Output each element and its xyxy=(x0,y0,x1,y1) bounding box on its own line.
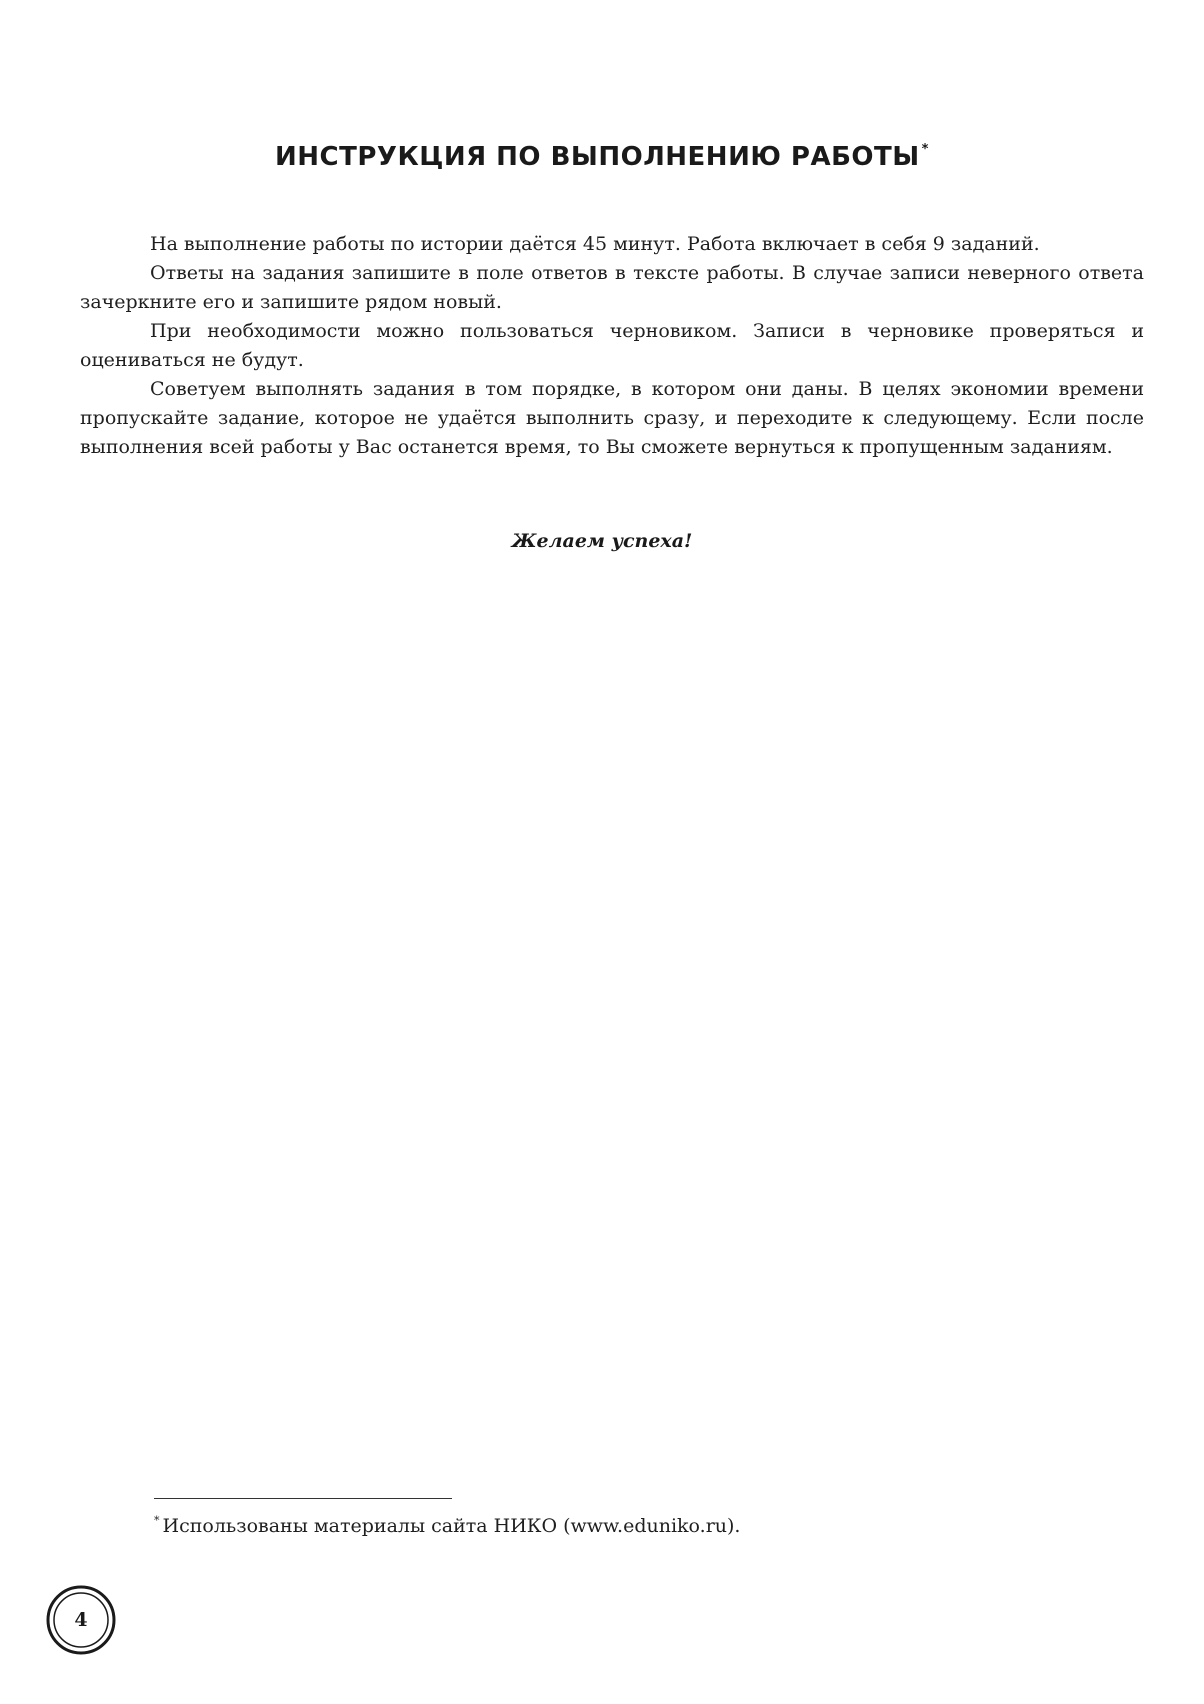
title-footnote-mark: * xyxy=(921,142,929,157)
page-title-text: ИНСТРУКЦИЯ ПО ВЫПОЛНЕНИЮ РАБОТЫ xyxy=(275,142,920,172)
footnote-mark: * xyxy=(154,1514,160,1527)
page-number-badge xyxy=(45,1584,117,1656)
footnote-divider xyxy=(154,1498,452,1499)
instruction-paragraph-answers: Ответы на задания запишите в поле ответов в тексте работы. В случае записи неверного ответа зачеркните его и запишите рядом новый. xyxy=(80,262,1144,313)
instruction-paragraph-draft: При необходимости можно пользоваться черновиком. Записи в черновике проверяться и оцениваться не будут. xyxy=(80,320,1144,371)
page-number: 4 xyxy=(74,1609,88,1631)
page-title xyxy=(0,142,1204,172)
instructions-body xyxy=(80,230,1144,462)
footnote-text: Использованы материалы сайта НИКО (www.eduniko.ru). xyxy=(162,1515,741,1537)
instruction-paragraph-order: Советуем выполнять задания в том порядке, в котором они даны. В целях экономии времени пропускайте задание, которое не удаётся выполнить сразу, и переходите к следующему. Если после выполнения всей работы у Вас останется время, то Вы сможете вернуться к пропущенным заданиям. xyxy=(80,378,1144,458)
instruction-paragraph-time: На выполнение работы по истории даётся 45 минут. Работа включает в себя 9 заданий. xyxy=(150,233,1040,255)
closing-wish: Желаем успеха! xyxy=(511,530,693,552)
footnote xyxy=(154,1514,740,1537)
